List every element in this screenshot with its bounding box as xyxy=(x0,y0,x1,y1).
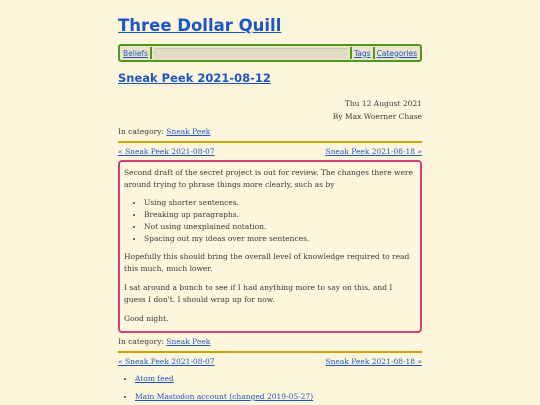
nav-beliefs-link[interactable]: Beliefs xyxy=(123,48,149,58)
nav-bar xyxy=(118,44,422,62)
post-content xyxy=(118,160,422,333)
prev-post-link[interactable]: « Sneak Peek 2021-08-07 xyxy=(118,147,215,156)
category-prefix: In category: xyxy=(118,337,164,346)
post-title-link[interactable]: Sneak Peek 2021-08-12 xyxy=(118,71,271,85)
divider-rule xyxy=(118,141,422,143)
post-category-top xyxy=(118,126,422,138)
category-link[interactable]: Sneak Peek xyxy=(166,337,211,346)
atom-feed-link[interactable]: Atom feed xyxy=(135,374,174,383)
list-item: • Spacing out my ideas over more sentences. xyxy=(144,233,416,245)
list-item: • Breaking up paragraphs. xyxy=(144,209,416,221)
paragraph: Good night. xyxy=(124,314,169,323)
list-item xyxy=(135,391,422,403)
next-post-link[interactable]: Sneak Peek 2021-08-18 » xyxy=(325,147,422,156)
nav-divider xyxy=(150,47,152,59)
category-prefix: In category: xyxy=(118,127,164,136)
post-category-bottom xyxy=(118,336,422,348)
paragraph: Second draft of the secret project is out for review. The changes there were around trying to phrase things more clearly, such as by xyxy=(124,168,413,189)
page xyxy=(118,0,422,403)
post-date: Thu 12 August 2021 xyxy=(344,99,422,108)
paragraph: I sat around a bunch to see if I had anything more to say on this, and I guess I don't. I should wrap up for now. xyxy=(124,283,393,304)
category-link[interactable]: Sneak Peek xyxy=(166,127,211,136)
list-item: • Using shorter sentences. xyxy=(144,197,416,209)
post-title xyxy=(118,71,422,86)
nav-categories-link[interactable]: Categories xyxy=(376,48,417,58)
mastodon-link[interactable]: Main Mastodon account (changed 2019-05-27) xyxy=(135,392,314,401)
nav-tags-link[interactable]: Tags xyxy=(353,48,371,58)
nav-spacer xyxy=(154,48,348,59)
site-title xyxy=(118,0,422,39)
paragraph: Hopefully this should bring the overall level of knowledge required to read this much, much lower. xyxy=(124,252,410,273)
prev-post-link[interactable]: « Sneak Peek 2021-08-07 xyxy=(118,357,215,366)
divider-rule xyxy=(118,351,422,353)
footer-links xyxy=(118,373,422,403)
pager-bottom xyxy=(118,356,422,368)
post-author: By Max Woerner Chase xyxy=(332,112,422,121)
post-meta xyxy=(118,97,422,123)
pager-top xyxy=(118,146,422,158)
list-item xyxy=(135,373,422,385)
next-post-link[interactable]: Sneak Peek 2021-08-18 » xyxy=(325,357,422,366)
site-title-link[interactable]: Three Dollar Quill xyxy=(118,16,282,35)
list-item: • Not using unexplained notation. xyxy=(144,221,416,233)
bullet-list xyxy=(124,197,416,245)
